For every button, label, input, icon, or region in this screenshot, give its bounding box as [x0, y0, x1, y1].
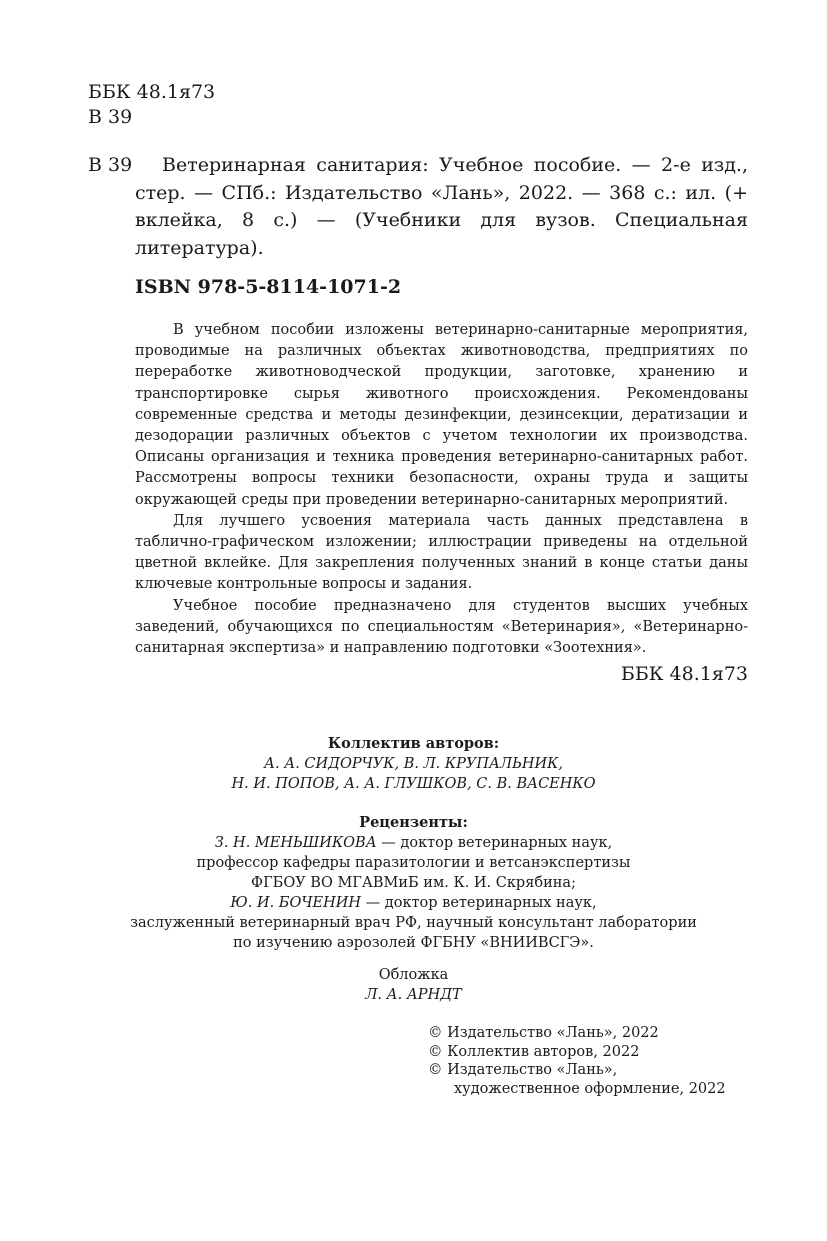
abstract-paragraph: Учебное пособие предназначено для студентов высших учебных заведений, обучающихся по специальностям «Ветеринария», «Ветеринарно-санитарная экспертиза» и направлению подготовки «Зоотехния». [135, 597, 748, 657]
abstract-paragraph: В учебном пособии изложены ветеринарно-санитарные мероприятия, проводимые на различных объектах животноводства, предприятиях по переработке животноводческой продукции, заготовке, хранению и транспортировке сырья животного происхождения. Рекомендованы современные средства и методы дезинфекции, дезинсекции, дератизации и дезодорации различных объектов с учетом технологии их производства. Описаны организация и техника проведения ветеринарно-санитарных работ. Рассмотрены вопросы техники безопасности, охраны труда и защиты окружающей среды при проведении ветеринарно-санитарных мероприятий. [135, 322, 748, 508]
abstract-bbk: ББК 48.1я73 [620, 663, 748, 686]
authors-line: Н. И. ПОПОВ, А. А. ГЛУШКОВ, С. В. ВАСЕНКО [231, 776, 596, 792]
cover-designer: Л. А. АРНДТ [365, 987, 462, 1003]
cover-label: Обложка [378, 967, 449, 983]
copyright-line: © Издательство «Лань», 2022 [428, 1025, 659, 1041]
reviewers-block [120, 813, 707, 953]
copyright-block [428, 1024, 726, 1098]
authors-line: А. А. СИДОРЧУК, В. Л. КРУПАЛЬНИК, [264, 756, 563, 772]
reviewer-1 [120, 833, 707, 853]
entry-text: Ветеринарная санитария: Учебное пособие. — 2-е изд., стер. — СПб.: Издательство «Лань», 2022. — 368 с.: ил. (+ вклейка, 8 с.) — (Учебники для вузов. Специальная литература). [135, 154, 748, 259]
bbk-code: ББК 48.1я73 [88, 81, 216, 103]
authors-block [120, 734, 707, 794]
reviewer-detail: ФГБОУ ВО МГАВМиБ им. К. И. Скрябина; [251, 875, 576, 891]
reviewer-detail: профессор кафедры паразитологии и ветсанэкспертизы [196, 855, 631, 871]
copyright-line: художественное оформление, 2022 [454, 1080, 726, 1097]
author-mark: В 39 [88, 106, 133, 128]
abstract-paragraph: Для лучшего усвоения материала часть данных представлена в таблично-графическом изложении; иллюстрации приведены на отдельной цветной вклейке. Для закрепления полученных знаний в конце статьи даны ключевые контрольные вопросы и задания. [135, 512, 748, 593]
reviewer-name: З. Н. МЕНЬШИКОВА [214, 835, 377, 851]
copyright-line: © Издательство «Лань», [428, 1062, 618, 1078]
copyright-line: © Коллектив авторов, 2022 [428, 1043, 640, 1060]
isbn: ISBN 978-5-8114-1071-2 [135, 276, 402, 298]
reviewer-name: Ю. И. БОЧЕНИН [230, 895, 362, 911]
reviewer-2 [120, 893, 707, 913]
abstract [135, 320, 748, 689]
bibliographic-entry [88, 152, 748, 262]
entry-code: В 39 [88, 154, 133, 176]
reviewer-title: — доктор ветеринарных наук, [361, 895, 597, 911]
reviewers-heading: Рецензенты: [359, 814, 468, 831]
authors-heading: Коллектив авторов: [327, 735, 500, 752]
reviewer-detail: по изучению аэрозолей ФГБНУ «ВНИИВСГЭ». [233, 935, 594, 951]
reviewer-title: — доктор ветеринарных наук, [376, 835, 613, 851]
reviewer-detail: заслуженный ветеринарный врач РФ, научный консультант лаборатории [130, 915, 697, 931]
bbk-header [88, 80, 215, 130]
cover-credit [120, 965, 707, 1005]
